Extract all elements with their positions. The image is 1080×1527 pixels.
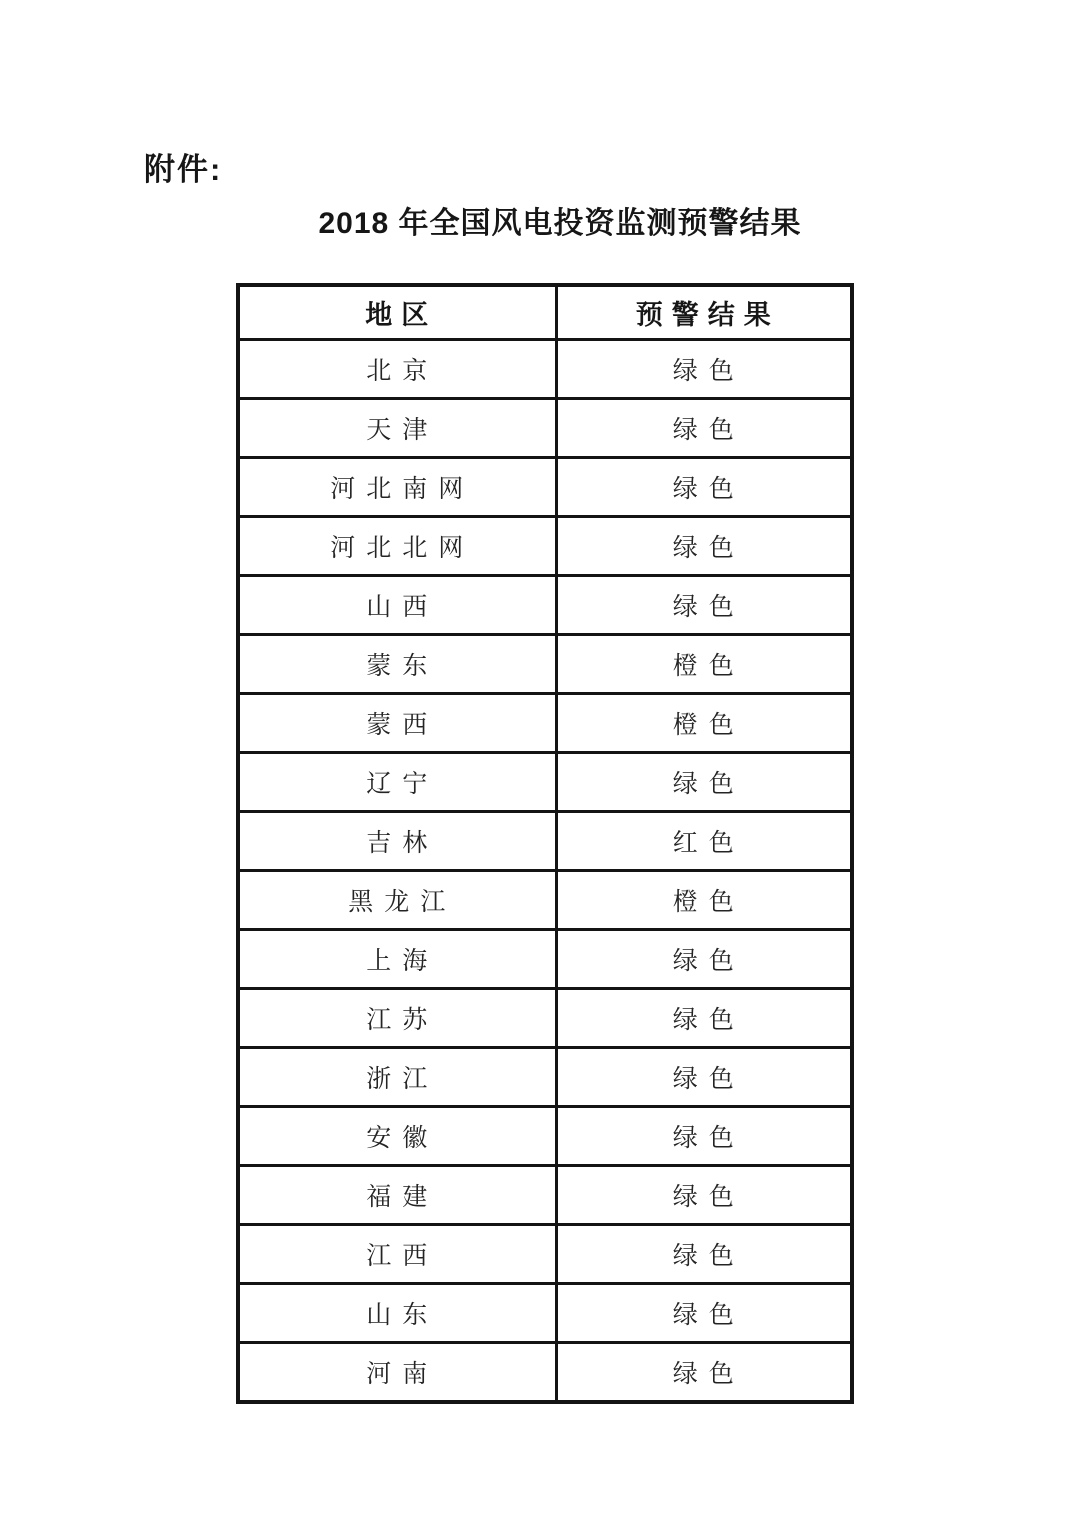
table-row [238, 458, 852, 517]
table-row [238, 1166, 852, 1225]
region-cell: 吉林 [238, 812, 556, 871]
result-cell: 绿色 [556, 517, 852, 576]
region-cell: 蒙西 [238, 694, 556, 753]
result-cell: 橙色 [556, 871, 852, 930]
region-cell: 福建 [238, 1166, 556, 1225]
warning-results-table-container [236, 283, 854, 1404]
table-row [238, 635, 852, 694]
table-row [238, 517, 852, 576]
result-cell: 橙色 [556, 635, 852, 694]
result-cell: 绿色 [556, 340, 852, 399]
result-cell: 绿色 [556, 1284, 852, 1343]
table-row [238, 812, 852, 871]
column-header-region: 地区 [238, 285, 556, 340]
region-cell: 北京 [238, 340, 556, 399]
table-row [238, 871, 852, 930]
result-cell: 绿色 [556, 1225, 852, 1284]
page-title: 2018 年全国风电投资监测预警结果 [318, 207, 802, 240]
region-cell: 河北北网 [238, 517, 556, 576]
table-row [238, 576, 852, 635]
warning-results-table [236, 283, 854, 1404]
region-cell: 河南 [238, 1343, 556, 1403]
table-row [238, 399, 852, 458]
region-cell: 上海 [238, 930, 556, 989]
column-header-result: 预警结果 [556, 285, 852, 340]
table-row [238, 1225, 852, 1284]
region-cell: 浙江 [238, 1048, 556, 1107]
region-cell: 河北南网 [238, 458, 556, 517]
result-cell: 绿色 [556, 1343, 852, 1403]
table-row [238, 1107, 852, 1166]
result-cell: 绿色 [556, 1166, 852, 1225]
region-cell: 安徽 [238, 1107, 556, 1166]
result-cell: 绿色 [556, 930, 852, 989]
table-row [238, 930, 852, 989]
table-row [238, 989, 852, 1048]
region-cell: 天津 [238, 399, 556, 458]
table-body [238, 340, 852, 1403]
region-cell: 江西 [238, 1225, 556, 1284]
result-cell: 红色 [556, 812, 852, 871]
attachment-label: 附件: [144, 152, 223, 187]
region-cell: 江苏 [238, 989, 556, 1048]
result-cell: 绿色 [556, 753, 852, 812]
result-cell: 绿色 [556, 1048, 852, 1107]
table-row [238, 1343, 852, 1403]
result-cell: 绿色 [556, 458, 852, 517]
table-row [238, 1048, 852, 1107]
region-cell: 辽宁 [238, 753, 556, 812]
region-cell: 山东 [238, 1284, 556, 1343]
result-cell: 绿色 [556, 989, 852, 1048]
result-cell: 橙色 [556, 694, 852, 753]
region-cell: 黑龙江 [238, 871, 556, 930]
table-row [238, 694, 852, 753]
region-cell: 蒙东 [238, 635, 556, 694]
table-row [238, 753, 852, 812]
region-cell: 山西 [238, 576, 556, 635]
result-cell: 绿色 [556, 399, 852, 458]
result-cell: 绿色 [556, 576, 852, 635]
table-header-row [238, 285, 852, 340]
table-row [238, 1284, 852, 1343]
table-row [238, 340, 852, 399]
result-cell: 绿色 [556, 1107, 852, 1166]
